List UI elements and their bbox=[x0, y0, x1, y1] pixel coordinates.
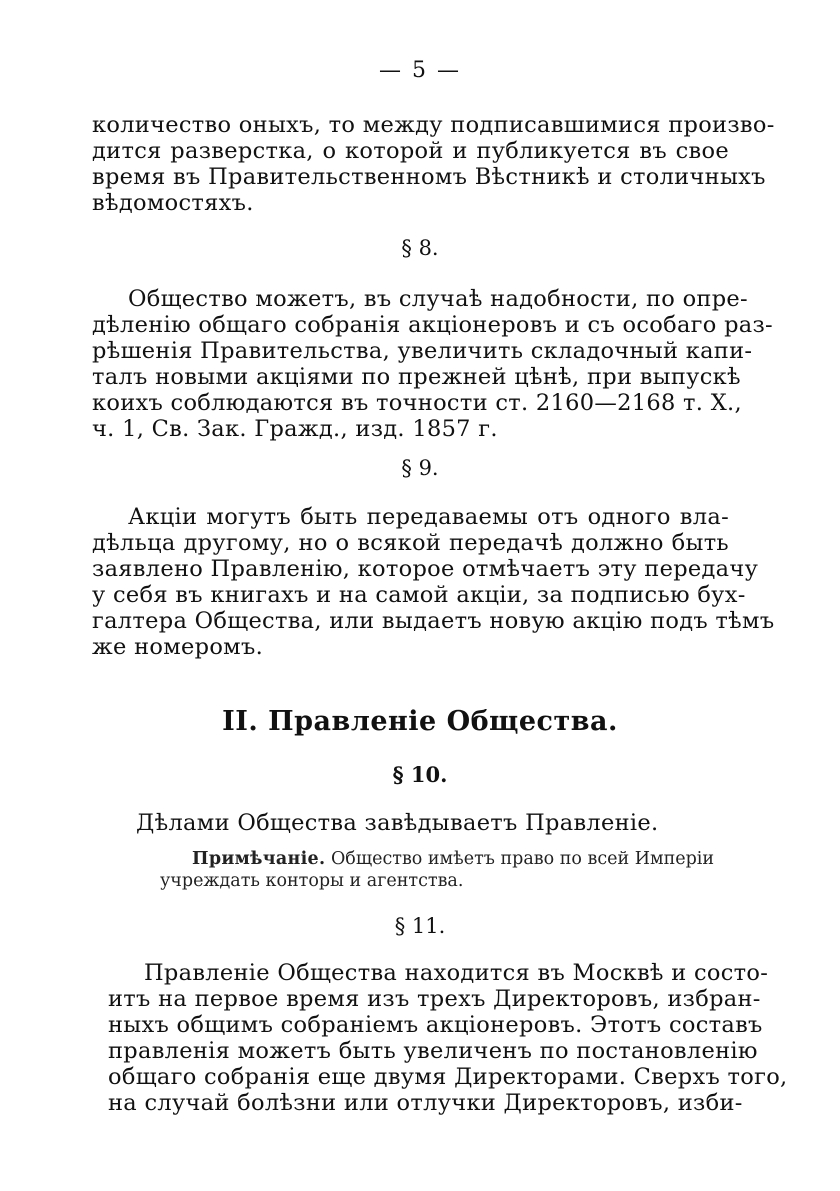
section-9-heading: § 9. bbox=[401, 456, 439, 480]
paragraph-3-line: дѣльца другому, но о всякой передачѣ должно быть bbox=[92, 530, 729, 556]
paragraph-5-line: ныхъ общимъ собраніемъ акціонеровъ. Этотъ составъ bbox=[108, 1012, 763, 1038]
paragraph-3-line: галтера Общества, или выдаетъ новую акцію подъ тѣмъ bbox=[92, 608, 775, 634]
note-line: учреждать конторы и агентства. bbox=[160, 871, 464, 891]
paragraph-4-line: Дѣлами Общества завѣдываетъ Правленіе. bbox=[136, 810, 659, 836]
paragraph-3-line: у себя въ книгахъ и на самой акціи, за подписью бух- bbox=[92, 582, 746, 608]
section-8-heading: § 8. bbox=[401, 236, 439, 260]
paragraph-2-line: Общество можетъ, въ случаѣ надобности, по опре- bbox=[128, 286, 748, 312]
paragraph-2-line: ч. 1, Св. Зак. Гражд., изд. 1857 г. bbox=[92, 416, 498, 442]
paragraph-1-line: дится разверстка, о которой и публикуется въ свое bbox=[92, 138, 729, 164]
paragraph-1-line: вѣдомостяхъ. bbox=[92, 190, 254, 216]
paragraph-5-line: на случай болѣзни или отлучки Директоровъ, изби- bbox=[108, 1090, 743, 1116]
section-10-heading: § 10. bbox=[392, 762, 448, 787]
paragraph-3-line: же номеромъ. bbox=[92, 634, 264, 660]
note-label: Примѣчаніе. bbox=[192, 849, 326, 869]
page-number: — 5 — bbox=[379, 58, 461, 83]
section-11-heading: § 11. bbox=[394, 914, 446, 938]
paragraph-3-line: заявлено Правленію, которое отмѣчаетъ эту передачу bbox=[92, 556, 759, 582]
paragraph-5-line: Правленіе Общества находится въ Москвѣ и состо- bbox=[144, 960, 769, 986]
paragraph-5-line: правленія можетъ быть увеличенъ по постановленію bbox=[108, 1038, 758, 1064]
paragraph-2-line: талъ новыми акціями по прежней цѣнѣ, при выпускѣ bbox=[92, 364, 741, 390]
paragraph-3-line: Акціи могутъ быть передаваемы отъ одного вла- bbox=[128, 504, 729, 530]
paragraph-2-line: коихъ соблюдаются въ точности ст. 2160—2168 т. X., bbox=[92, 390, 742, 416]
chapter-heading: II. Правленіе Общества. bbox=[222, 706, 618, 737]
note-line bbox=[192, 848, 714, 870]
paragraph-1-line: время въ Правительственномъ Вѣстникѣ и столичныхъ bbox=[92, 164, 766, 190]
note-text: Общество имѣетъ право по всей Имперіи bbox=[325, 849, 715, 869]
paragraph-1-line: количество оныхъ, то между подписавшимися произво- bbox=[92, 112, 775, 138]
paragraph-2-line: дѣленію общаго собранія акціонеровъ и съ особаго раз- bbox=[92, 312, 773, 338]
paragraph-2-line: рѣшенія Правительства, увеличить складочный капи- bbox=[92, 338, 753, 364]
paragraph-5-line: итъ на первое время изъ трехъ Директоровъ, избран- bbox=[108, 986, 761, 1012]
paragraph-5-line: общаго собранія еще двумя Директорами. Сверхъ того, bbox=[108, 1064, 788, 1090]
